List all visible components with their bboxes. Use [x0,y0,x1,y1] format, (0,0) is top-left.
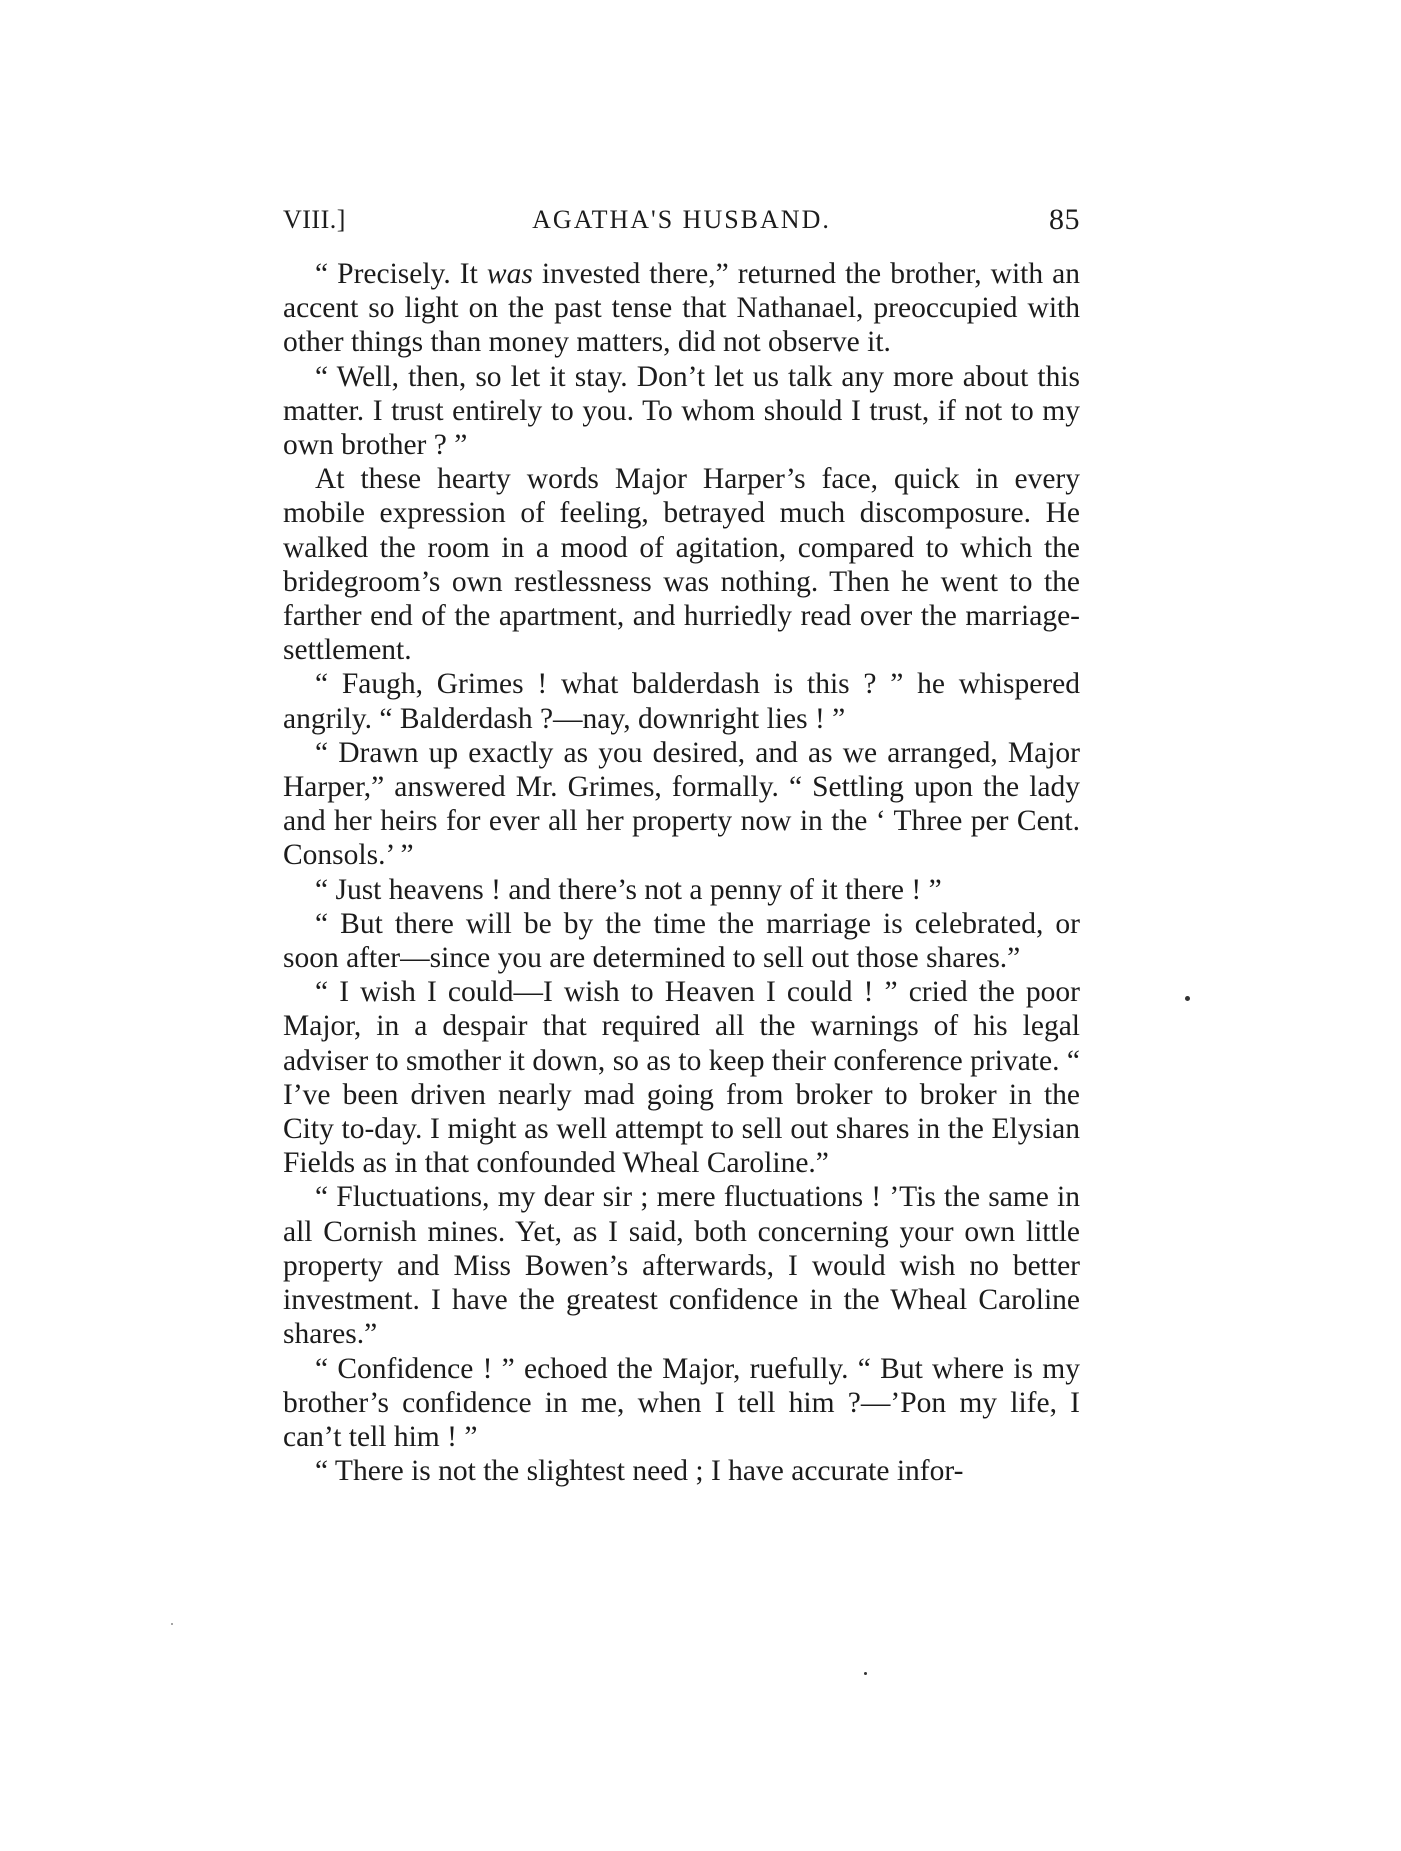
paragraph: “ Well, then, so let it stay. Don’t let us talk any more about this matter. I trust entirely to you. To whom should I trust, if not to my own brother ? ” [283,360,1080,462]
running-head [283,205,1080,245]
chapter-number: VIII.] [283,205,346,234]
scan-speck [864,1672,867,1675]
paragraph: At these hearty words Major Harper’s face, quick in every mobile expression of feeling, betrayed much discomposure. He walked the room in a mood of agitation, compared to which the bridegroom’s own restlessness was nothing. Then he went to the farther end of the apartment, and hurriedly read over the marriage-settlement. [283,463,1080,667]
scan-speck [171,1623,173,1625]
book-page [283,205,1080,1488]
paragraph: “ Drawn up exactly as you desired, and as we arranged, Major Harper,” answered Mr. Grimes, formally. “ Settling upon the lady and her heirs for ever all her property now in the ‘ Three per Cent. Consols.’ ” [283,736,1080,872]
running-title: AGATHA'S HUSBAND. [532,205,831,234]
scan-speck [1185,996,1190,1001]
page-number: 85 [1049,203,1080,236]
paragraph: “ Confidence ! ” echoed the Major, ruefully. “ But where is my brother’s confidence in me, when I tell him ?—’Pon my life, I can’t tell him ! ” [283,1352,1080,1453]
paragraph: “ Precisely. It was invested there,” returned the brother, with an accent so light on the past tense that Nathanael, preoccupied with other things than money matters, did not observe it. [283,258,1080,359]
emphasis: was [486,258,533,290]
paragraph: “ Fluctuations, my dear sir ; mere fluctuations ! ’Tis the same in all Cornish mines. Yet, as I said, both concerning your own little property and Miss Bowen’s afterwards, I would wish no better investment. I have the greatest confidence in the Wheal Caroline shares.” [283,1181,1080,1351]
paragraph: “ There is not the slightest need ; I have accurate infor- [315,1455,964,1488]
paragraph: “ But there will be by the time the marriage is celebrated, or soon after—since you are determined to sell out those shares.” [283,907,1080,975]
body-text [283,257,1080,1488]
paragraph: “ I wish I could—I wish to Heaven I could ! ” cried the poor Major, in a despair that required all the warnings of his legal adviser to smother it down, so as to keep their conference private. “ I’ve been driven nearly mad going from broker to broker in the City to-day. I might as well attempt to sell out shares in the Elysian Fields as in that confounded Wheal Caroline.” [283,976,1080,1180]
paragraph: “ Just heavens ! and there’s not a penny of it there ! ” [315,873,942,906]
paragraph: “ Faugh, Grimes ! what balderdash is this ? ” he whispered angrily. “ Balderdash ?—nay, downright lies ! ” [283,668,1080,735]
